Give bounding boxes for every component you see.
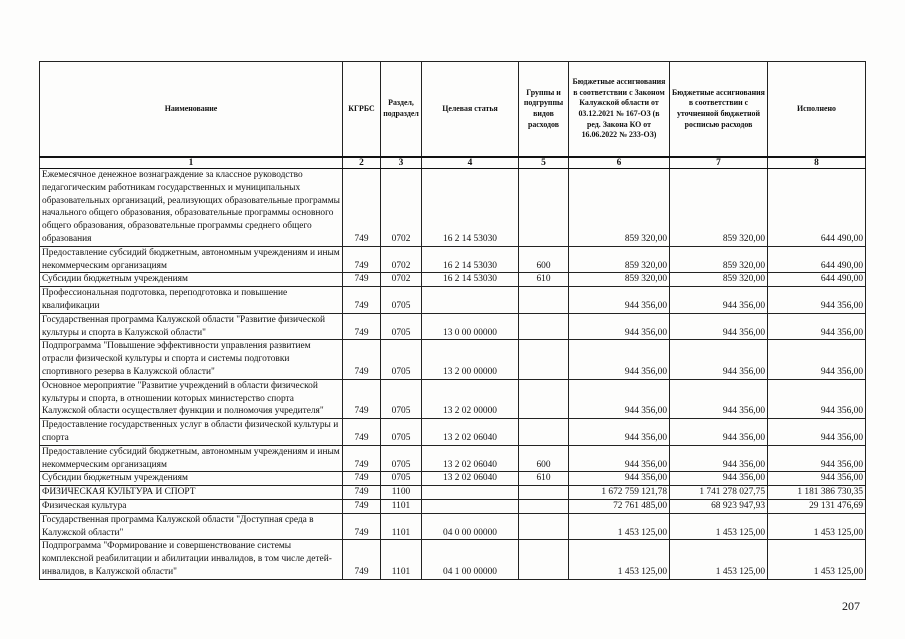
- header-plan-allocations: Бюджетные ассигнования в соответствии с уточненной бюджетной росписью расходов: [670, 62, 768, 158]
- row-name: ФИЗИЧЕСКАЯ КУЛЬТУРА И СПОРТ: [40, 486, 343, 500]
- row-executed-amount: 1 453 125,00: [768, 513, 866, 540]
- row-plan-amount: 68 923 947,93: [670, 499, 768, 513]
- row-law-amount: 1 672 759 121,78: [569, 486, 670, 500]
- row-law-amount: 944 356,00: [569, 340, 670, 379]
- row-group: 600: [519, 445, 569, 472]
- row-kgrbs: 749: [343, 419, 381, 446]
- row-section: 1101: [381, 499, 422, 513]
- row-law-amount: 944 356,00: [569, 472, 670, 486]
- table-row: [40, 419, 866, 446]
- row-kgrbs: 749: [343, 313, 381, 340]
- row-executed-amount: 944 356,00: [768, 313, 866, 340]
- row-executed-amount: 29 131 476,69: [768, 499, 866, 513]
- row-name: Подпрограмма "Формирование и совершенствование системы комплексной реабилитации и абилитации инвалидов, в том числе детей-инвалидов, в Калужской области": [40, 540, 343, 579]
- header-law-allocations: Бюджетные ассигнования в соответствии с Законом Калужской области от 03.12.2021 № 167-ОЗ (в ред. Закона КО от 16.06.2022 № 233-ОЗ): [569, 62, 670, 158]
- row-target: 16 2 14 53030: [422, 169, 519, 247]
- table-row: [40, 499, 866, 513]
- table-row: [40, 169, 866, 247]
- column-number: 8: [768, 157, 866, 169]
- row-section: 0705: [381, 379, 422, 418]
- budget-execution-table: [39, 61, 866, 580]
- row-group: [519, 379, 569, 418]
- row-section: 0705: [381, 340, 422, 379]
- row-section: 0705: [381, 313, 422, 340]
- row-name: Предоставление субсидий бюджетным, автономным учреждениям и иным некоммерческим организациям: [40, 246, 343, 273]
- row-target: [422, 499, 519, 513]
- row-name: Государственная программа Калужской области "Развитие физической культуры и спорта в Калужской области": [40, 313, 343, 340]
- row-section: 1100: [381, 486, 422, 500]
- row-target: 16 2 14 53030: [422, 273, 519, 287]
- table-row: [40, 287, 866, 314]
- row-kgrbs: 749: [343, 540, 381, 579]
- column-number-row: [40, 157, 866, 169]
- row-group: [519, 499, 569, 513]
- row-group: [519, 419, 569, 446]
- column-number: 7: [670, 157, 768, 169]
- header-expense-group: Группы и подгруппы видов расходов: [519, 62, 569, 158]
- row-name: Подпрограмма "Повышение эффективности управления развитием отрасли физической культуры и спорта и системы подготовки спортивного резерва в Калужской области": [40, 340, 343, 379]
- row-group: [519, 486, 569, 500]
- row-section: 0702: [381, 169, 422, 247]
- row-kgrbs: 749: [343, 513, 381, 540]
- row-name: Предоставление субсидий бюджетным, автономным учреждениям и иным некоммерческим организациям: [40, 445, 343, 472]
- column-number: 6: [569, 157, 670, 169]
- row-name: Субсидии бюджетным учреждениям: [40, 273, 343, 287]
- row-target: 13 2 02 00000: [422, 379, 519, 418]
- row-target: 04 1 00 00000: [422, 540, 519, 579]
- row-plan-amount: 944 356,00: [670, 313, 768, 340]
- row-law-amount: 944 356,00: [569, 419, 670, 446]
- row-law-amount: 944 356,00: [569, 313, 670, 340]
- table-row: [40, 273, 866, 287]
- row-section: 0705: [381, 419, 422, 446]
- row-law-amount: 859 320,00: [569, 169, 670, 247]
- row-group: [519, 340, 569, 379]
- row-plan-amount: 944 356,00: [670, 340, 768, 379]
- row-law-amount: 72 761 485,00: [569, 499, 670, 513]
- column-number: 1: [40, 157, 343, 169]
- row-kgrbs: 749: [343, 169, 381, 247]
- row-section: 1101: [381, 513, 422, 540]
- row-target: 04 0 00 00000: [422, 513, 519, 540]
- row-section: 0702: [381, 246, 422, 273]
- row-name: Ежемесячное денежное вознаграждение за классное руководство педагогическим работникам государственных и муниципальных образовательных организаций, реализующих образовательные программы начального общего образования, образовательные программы основного общего образования, образовательные программы среднего общего образования: [40, 169, 343, 247]
- row-target: 16 2 14 53030: [422, 246, 519, 273]
- header-name: Наименование: [40, 62, 343, 158]
- table-row: [40, 486, 866, 500]
- row-plan-amount: 944 356,00: [670, 445, 768, 472]
- row-kgrbs: 749: [343, 379, 381, 418]
- row-section: 0705: [381, 472, 422, 486]
- row-plan-amount: 1 741 278 027,75: [670, 486, 768, 500]
- row-executed-amount: 944 356,00: [768, 379, 866, 418]
- column-number: 3: [381, 157, 422, 169]
- row-kgrbs: 749: [343, 445, 381, 472]
- row-law-amount: 859 320,00: [569, 273, 670, 287]
- header-row: [40, 62, 866, 158]
- row-law-amount: 944 356,00: [569, 445, 670, 472]
- row-kgrbs: 749: [343, 486, 381, 500]
- row-law-amount: 1 453 125,00: [569, 540, 670, 579]
- row-kgrbs: 749: [343, 287, 381, 314]
- header-target-article: Целевая статья: [422, 62, 519, 158]
- row-name: Субсидии бюджетным учреждениям: [40, 472, 343, 486]
- page-number: 207: [842, 599, 860, 613]
- table-body: [40, 169, 866, 580]
- row-law-amount: 944 356,00: [569, 287, 670, 314]
- row-name: Предоставление государственных услуг в области физической культуры и спорта: [40, 419, 343, 446]
- row-name: Профессиональная подготовка, переподготовка и повышение квалификации: [40, 287, 343, 314]
- row-executed-amount: 944 356,00: [768, 472, 866, 486]
- row-plan-amount: 944 356,00: [670, 379, 768, 418]
- row-group: [519, 540, 569, 579]
- row-kgrbs: 749: [343, 340, 381, 379]
- row-law-amount: 859 320,00: [569, 246, 670, 273]
- row-group: [519, 313, 569, 340]
- table-row: [40, 445, 866, 472]
- row-executed-amount: 644 490,00: [768, 246, 866, 273]
- table-row: [40, 540, 866, 579]
- row-executed-amount: 644 490,00: [768, 169, 866, 247]
- row-group: 600: [519, 246, 569, 273]
- row-group: [519, 513, 569, 540]
- row-plan-amount: 1 453 125,00: [670, 513, 768, 540]
- row-plan-amount: 944 356,00: [670, 472, 768, 486]
- row-kgrbs: 749: [343, 246, 381, 273]
- row-executed-amount: 1 181 386 730,35: [768, 486, 866, 500]
- row-target: 13 2 02 06040: [422, 472, 519, 486]
- row-target: 13 0 00 00000: [422, 313, 519, 340]
- row-group: 610: [519, 472, 569, 486]
- header-executed: Исполнено: [768, 62, 866, 158]
- row-plan-amount: 859 320,00: [670, 169, 768, 247]
- row-group: 610: [519, 273, 569, 287]
- row-plan-amount: 944 356,00: [670, 287, 768, 314]
- row-group: [519, 287, 569, 314]
- table-row: [40, 313, 866, 340]
- row-name: Основное мероприятие "Развитие учреждений в области физической культуры и спорта, в отношении которых министерство спорта Калужской области осуществляет функции и полномочия учредителя": [40, 379, 343, 418]
- row-plan-amount: 859 320,00: [670, 273, 768, 287]
- row-name: Государственная программа Калужской области "Доступная среда в Калужской области": [40, 513, 343, 540]
- row-executed-amount: 944 356,00: [768, 419, 866, 446]
- row-section: 1101: [381, 540, 422, 579]
- row-law-amount: 944 356,00: [569, 379, 670, 418]
- row-executed-amount: 944 356,00: [768, 445, 866, 472]
- column-number: 5: [519, 157, 569, 169]
- row-plan-amount: 859 320,00: [670, 246, 768, 273]
- table-row: [40, 472, 866, 486]
- column-number: 2: [343, 157, 381, 169]
- row-executed-amount: 944 356,00: [768, 340, 866, 379]
- row-executed-amount: 644 490,00: [768, 273, 866, 287]
- row-name: Физическая культура: [40, 499, 343, 513]
- row-kgrbs: 749: [343, 273, 381, 287]
- table-row: [40, 513, 866, 540]
- row-plan-amount: 944 356,00: [670, 419, 768, 446]
- table-row: [40, 379, 866, 418]
- row-executed-amount: 1 453 125,00: [768, 540, 866, 579]
- row-kgrbs: 749: [343, 472, 381, 486]
- row-target: 13 2 02 06040: [422, 445, 519, 472]
- row-kgrbs: 749: [343, 499, 381, 513]
- row-target: 13 2 02 06040: [422, 419, 519, 446]
- row-section: 0705: [381, 445, 422, 472]
- row-target: [422, 287, 519, 314]
- row-section: 0705: [381, 287, 422, 314]
- header-kgrbs: КГРБС: [343, 62, 381, 158]
- table-row: [40, 246, 866, 273]
- table-row: [40, 340, 866, 379]
- row-executed-amount: 944 356,00: [768, 287, 866, 314]
- row-target: 13 2 00 00000: [422, 340, 519, 379]
- row-target: [422, 486, 519, 500]
- row-section: 0702: [381, 273, 422, 287]
- row-plan-amount: 1 453 125,00: [670, 540, 768, 579]
- row-law-amount: 1 453 125,00: [569, 513, 670, 540]
- header-section: Раздел, подраздел: [381, 62, 422, 158]
- row-group: [519, 169, 569, 247]
- column-number: 4: [422, 157, 519, 169]
